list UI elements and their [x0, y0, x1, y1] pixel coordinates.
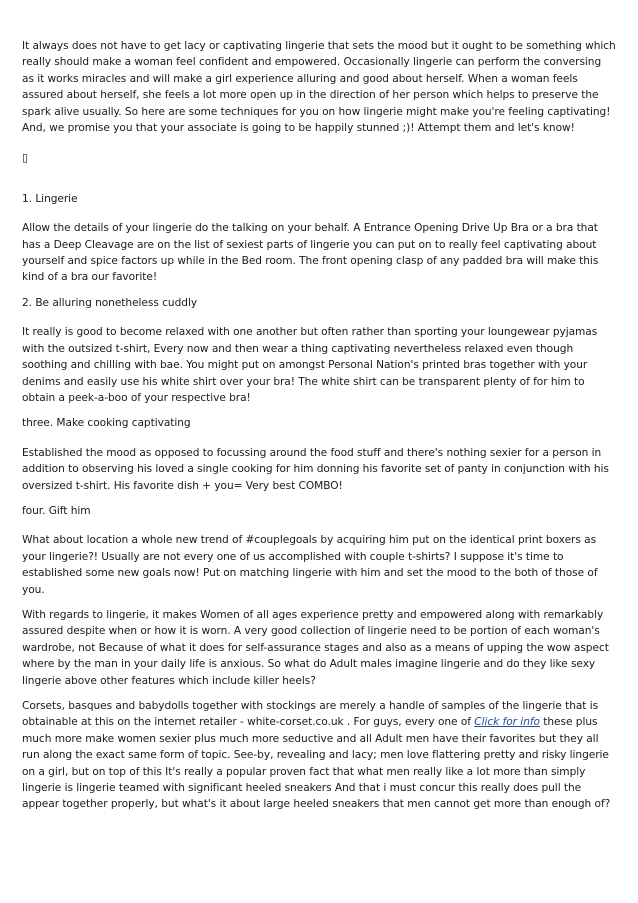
- corsets-text-after: these plus much more make women sexier plus much more seductive and all Adult men have their favorites but they all run along the exact same form of topic. See-by, revealing and lacy; men love flattering pretty and risky lingerie on a girl, but on top of this It's really a popular proven fact that what men really like a lot more than simply lingerie is lingerie teamed with significant heeled sneakers And that i must concur this really does pull the appear together properly, but what's it about large heeled sneakers that men cannot get more than enough of?: [22, 716, 611, 811]
- section-body-cooking: Established the mood as opposed to focussing around the food stuff and there's nothing sexier for a person in addition to observing his loved a single cooking for him donning his favorite set of panty in conjunction with his oversized t-shirt. His favorite dish + you= Very best COMBO!: [22, 446, 609, 492]
- corsets-text-before: Corsets, basques and babydolls together with stockings are merely a handle of samples of the lingerie that is obtainable at this on the internet retailer - white-corset.co.uk . For guys, every one of: [22, 700, 599, 729]
- section-heading-gift: four. Gift him: [22, 504, 91, 517]
- section-heading-cooking: three. Make cooking captivating: [22, 417, 191, 430]
- section-body-lingerie: Allow the details of your lingerie do the talking on your behalf. A Entrance Opening Drive Up Bra or a bra that has a Deep Cleavage are on the list of sexiest parts of lingerie you can put on to really feel captivating about yourself and spice factors up while in the Bed room. The front opening clasp of any padded bra will make this kind of a bra our favorite!: [22, 222, 599, 284]
- corsets-paragraph: [22, 698, 616, 813]
- women-paragraph: With regards to lingerie, it makes Women of all ages experience pretty and empowered along with remarkably assured despite when or how it is worn. A very good collection of lingerie need to be portion of each woman's wardrobe, not Because of what it does for self-assurance stages and also as a means of upping the wow aspect where by the man in your daily life is anxious. So what do Adult males imagine lingerie and do they like sexy lingerie above other features which include killer heels?: [22, 608, 609, 687]
- section-heading-lingerie: 1. Lingerie: [22, 192, 78, 205]
- missing-image-icon: ▯: [22, 151, 29, 165]
- section-heading-alluring: 2. Be alluring nonetheless cuddly: [22, 296, 198, 309]
- section-body-alluring: It really is good to become relaxed with one another but often rather than sporting your loungewear pyjamas with the outsized t-shirt, Every now and then wear a thing captivating nevertheless relaxed even though soothing and chilling with bae. You might put on amongst Personal Nation's printed bras together with your denims and easily use his white shirt over your bra! The white shirt can be transparent plenty of for him to obtain a peek-a-boo of your respective bra!: [22, 326, 598, 404]
- click-for-info-link[interactable]: Click for info: [474, 716, 540, 729]
- intro-paragraph: It always does not have to get lacy or captivating lingerie that sets the mood but it ought to be something which really should make a woman feel confident and empowered. Occasionally lingerie can perform the conversing as it works miracles and will make a girl experience alluring and good about herself. When a woman feels assured about herself, she feels a lot more open up in the direction of her person which helps to preserve the spark alive usually. So here are some techniques for you on how lingerie might make you're feeling captivating! And, we promise you that your associate is going to be happily stunned ;)! Attempt them and let's know!: [22, 40, 616, 135]
- section-body-gift: What about location a whole new trend of #couplegoals by acquiring him put on the identical print boxers as your lingerie?! Usually are not every one of us accomplished with couple t-shirts? I suppose it's time to established some new goals now! Put on matching lingerie with him and set the mood to the both of those of you.: [22, 534, 598, 596]
